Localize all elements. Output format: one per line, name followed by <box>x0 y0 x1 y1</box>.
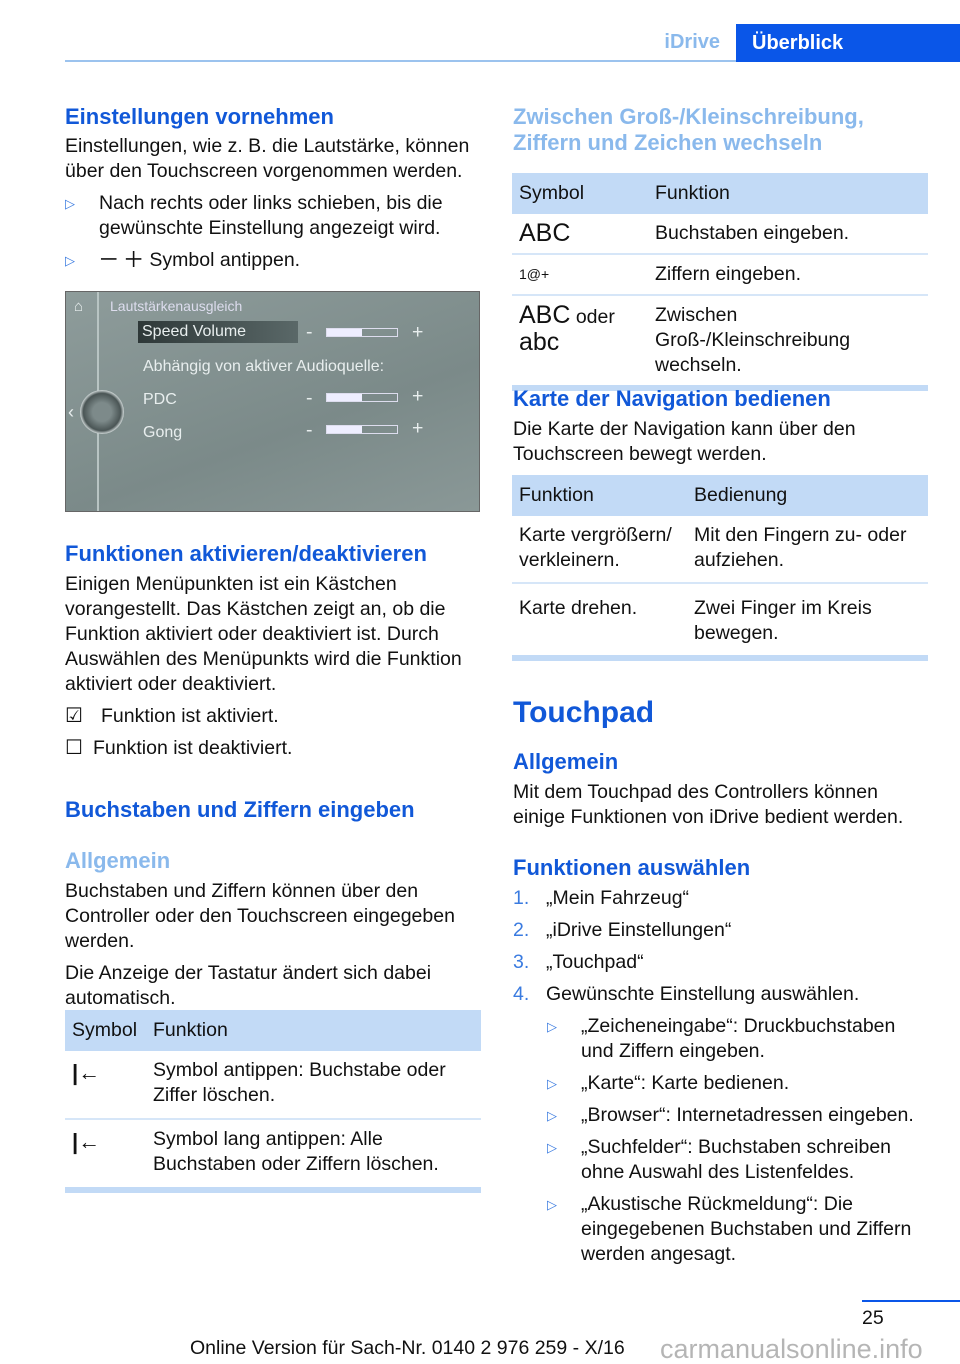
section-title: Funktionen auswählen <box>513 855 751 880</box>
tab-ueberblick[interactable]: Überblick <box>736 24 960 62</box>
watermark: carmanualsonline.info <box>660 1334 923 1364</box>
paragraph: Die Karte der Navigation kann über den Touchscreen bewegt werden. <box>513 418 856 465</box>
checkbox-active-row <box>65 704 480 729</box>
table-row <box>512 254 928 295</box>
bullet-item <box>65 191 480 241</box>
label: Funktion ist aktiviert. <box>101 705 279 727</box>
sub-bullet <box>547 1135 928 1185</box>
plus-label: + <box>412 321 424 343</box>
section-title: Zwischen Groß-/Kleinschreibung, Ziffern und Zeichen wechseln <box>513 104 864 155</box>
step-text: „iDrive Einstellungen“ <box>546 919 732 941</box>
cell: Symbol lang antippen: Alle Buchstaben oder Ziffern löschen. <box>146 1119 481 1190</box>
paragraph: Einstellungen, wie z. B. die Lautstärke, können über den Touchscreen vorgenommen werden. <box>65 135 470 182</box>
paragraph: Die Anzeige der Tastatur ändert sich dabei automatisch. <box>65 962 432 1009</box>
paragraph: Einigen Menüpunkten ist ein Kästchen vorangestellt. Das Kästchen zeigt an, ob die Funktion aktiviert oder deaktiviert ist. Durch Auswählen des Menüpunkts wird die Funktion aktiviert oder deaktiviert. <box>65 573 462 695</box>
triangle-bullet-icon: ▷ <box>547 1019 557 1034</box>
section-touchpad <box>513 696 928 1267</box>
minus-plus-icon: － ＋ <box>99 249 144 271</box>
checked-box-icon: ☑ <box>65 705 83 727</box>
map-control-table <box>512 475 928 661</box>
abc-lower-symbol: abc <box>519 328 560 356</box>
cell: Buchstaben eingeben. <box>648 214 928 254</box>
bullet-text: „Zeicheneingabe“: Druckbuchstaben und Ziffern eingeben. <box>581 1015 896 1062</box>
minus-label: - <box>306 419 313 441</box>
sub-bullet <box>547 1014 928 1064</box>
bullet-text: Nach rechts oder links schieben, bis die gewünschte Einstellung angezeigt wird. <box>99 192 443 239</box>
triangle-bullet-icon: ▷ <box>547 1140 557 1155</box>
chapter-title: Touchpad <box>513 696 655 729</box>
step-number: 4. <box>513 983 530 1005</box>
cell: Ziffern eingeben. <box>648 254 928 295</box>
step-item <box>513 918 928 943</box>
slider-pdc[interactable] <box>326 393 398 402</box>
step-item <box>513 950 928 975</box>
plus-label: + <box>412 385 424 407</box>
section-title: Buchstaben und Ziffern eingeben <box>65 797 415 822</box>
idrive-screenshot <box>65 291 480 512</box>
table-row <box>512 295 928 388</box>
column-header: Funktion <box>512 475 687 516</box>
controller-knob-icon <box>80 390 124 434</box>
bullet-text: „Karte“: Karte bedienen. <box>581 1072 790 1094</box>
subsection-title: Allgemein <box>65 848 171 873</box>
section-title: Allgemein <box>513 749 619 774</box>
column-header: Symbol <box>65 1010 146 1051</box>
menu-item-pdc[interactable]: PDC <box>143 391 177 408</box>
sub-bullet <box>547 1103 928 1128</box>
cell: Zwischen Groß-/Kleinschreibung wechseln. <box>648 295 928 388</box>
step-number: 1. <box>513 887 530 909</box>
menu-item-gong[interactable]: Gong <box>143 424 183 441</box>
tab-idrive[interactable]: iDrive <box>664 31 720 53</box>
screen-title: Lautstärkenausgleich <box>110 298 243 314</box>
section-karte <box>513 386 928 467</box>
backspace-icon: |← <box>65 1051 146 1119</box>
bullet-text: „Akustische Rückmeldung“: Die eingegebenen Buchstaben und Ziffern werden angesagt. <box>581 1193 912 1265</box>
triangle-bullet-icon: ▷ <box>65 196 75 211</box>
footer-text: Online Version für Sach-Nr. 0140 2 976 259 - X/16 <box>190 1337 625 1359</box>
page-number: 25 <box>862 1307 884 1329</box>
table-row <box>512 516 928 583</box>
label: Funktion ist deaktiviert. <box>93 737 293 759</box>
cell: Mit den Fingern zu- oder aufziehen. <box>687 516 928 583</box>
step-item <box>513 886 928 911</box>
bullet-item <box>65 248 480 273</box>
triangle-bullet-icon: ▷ <box>547 1076 557 1091</box>
table-row <box>512 583 928 658</box>
section-funktionen <box>65 541 480 1011</box>
abc-symbol: ABC <box>512 214 648 254</box>
column-header: Funktion <box>146 1010 481 1051</box>
step-text: „Touchpad“ <box>546 951 644 973</box>
cell: Zwei Finger im Kreis bewegen. <box>687 583 928 658</box>
chevron-left-icon: ‹ <box>68 402 74 422</box>
bullet-text: „Suchfelder“: Buchstaben schreiben ohne Auswahl des Listenfeldes. <box>581 1136 892 1183</box>
minus-label: - <box>306 321 313 343</box>
input-mode-table <box>512 173 928 391</box>
triangle-bullet-icon: ▷ <box>65 253 75 268</box>
bullet-text: Symbol antippen. <box>149 249 301 271</box>
step-text: Gewünschte Einstellung auswählen. <box>546 983 860 1005</box>
backspace-icon: |← <box>65 1119 146 1190</box>
delete-symbol-table <box>65 1010 481 1193</box>
bullet-text: „Browser“: Internetadressen eingeben. <box>581 1104 914 1126</box>
step-text: „Mein Fahrzeug“ <box>546 887 690 909</box>
screen-subtitle: Abhängig von aktiver Audioquelle: <box>143 358 385 375</box>
page-number-rule <box>862 1300 960 1302</box>
step-number: 3. <box>513 951 530 973</box>
home-icon: ⌂ <box>74 298 84 315</box>
section-title: Karte der Navigation bedienen <box>513 386 831 411</box>
step-item <box>513 982 928 1007</box>
section-einstellungen <box>65 104 480 273</box>
menu-item-speed-volume[interactable]: Speed Volume <box>138 321 298 343</box>
cell: Karte drehen. <box>512 583 687 658</box>
table-row <box>65 1119 481 1190</box>
section-title: Einstellungen vornehmen <box>65 104 334 129</box>
table-row <box>512 214 928 254</box>
column-header: Bedienung <box>687 475 928 516</box>
oder-text: oder <box>575 306 615 328</box>
sub-bullet <box>547 1071 928 1096</box>
section-title: Funktionen aktivieren/deaktivieren <box>65 541 427 566</box>
paragraph: Buchstaben und Ziffern können über den Controller oder den Touchscreen eingegeben werden. <box>65 880 455 952</box>
sub-bullet <box>547 1192 928 1267</box>
slider-speed-volume[interactable] <box>326 328 398 337</box>
triangle-bullet-icon: ▷ <box>547 1108 557 1123</box>
abc-symbol: ABC <box>519 301 571 329</box>
column-header: Symbol <box>512 173 648 214</box>
column-header: Funktion <box>648 173 928 214</box>
step-number: 2. <box>513 919 530 941</box>
triangle-bullet-icon: ▷ <box>547 1197 557 1212</box>
paragraph: Mit dem Touchpad des Controllers können einige Funktionen von iDrive bedient werden. <box>513 781 904 828</box>
table-row <box>65 1051 481 1119</box>
empty-box-icon: ☐ <box>65 737 83 759</box>
checkbox-inactive-row <box>65 736 480 761</box>
slider-gong[interactable] <box>326 425 398 434</box>
cell: Symbol antippen: Buchstabe oder Ziffer löschen. <box>146 1051 481 1119</box>
plus-label: + <box>412 417 424 439</box>
cell: Karte vergrößern/ verkleinern. <box>512 516 687 583</box>
numbers-symbol: 1@+ <box>512 254 648 295</box>
minus-label: - <box>306 387 313 409</box>
